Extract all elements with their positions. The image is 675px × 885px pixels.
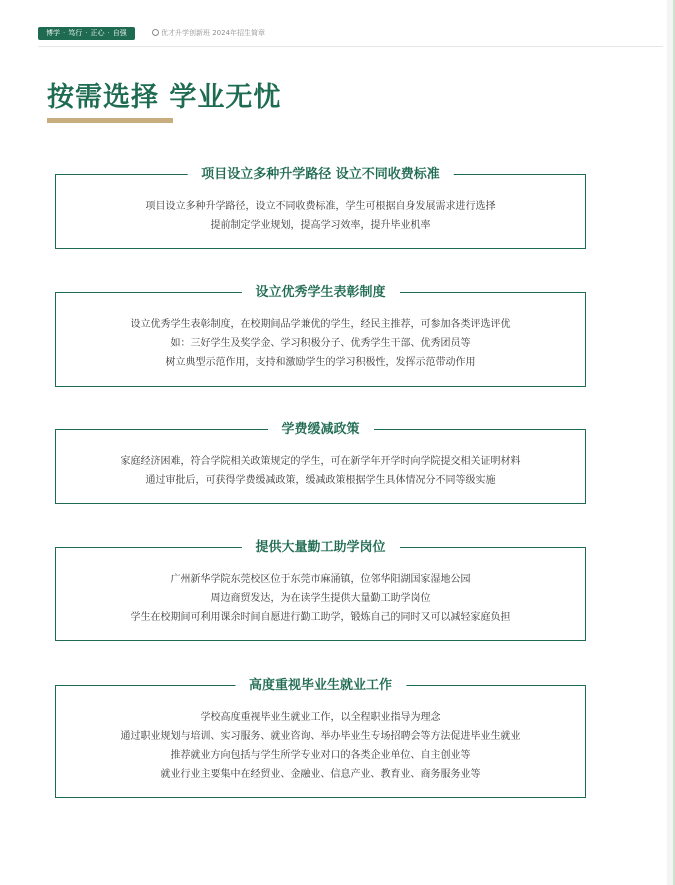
section-body <box>56 197 585 235</box>
motto-separator: · <box>85 29 88 37</box>
section-body <box>56 315 585 372</box>
section-title: 提供大量勤工助学岗位 <box>241 539 399 557</box>
section-line: 提前制定学业规划，提高学习效率，提升毕业机率 <box>210 220 431 231</box>
school-logo-icon <box>152 29 159 36</box>
title-underline-bar <box>47 118 173 123</box>
section-title: 项目设立多种升学路径 设立不同收费标准 <box>187 166 454 184</box>
section-upgrade-paths <box>55 167 586 249</box>
section-work-study <box>55 540 586 641</box>
section-body <box>56 452 585 490</box>
page-edge-decoration <box>667 0 675 885</box>
section-line: 项目设立多种升学路径，设立不同收费标准，学生可根据自身发展需求进行选择 <box>145 201 496 212</box>
section-tuition-relief <box>55 422 586 504</box>
section-title: 学费缓减政策 <box>267 421 373 439</box>
page-title: 按需选择 学业无忧 <box>47 82 282 113</box>
header-subtitle-text: 优才升学创新班 2024年招生简章 <box>161 29 266 37</box>
section-line: 如：三好学生及奖学金、学习积极分子、优秀学生干部、优秀团员等 <box>170 338 471 349</box>
motto-word: 笃行 <box>68 29 83 37</box>
header-strip <box>0 27 675 40</box>
motto-separator: · <box>63 29 66 37</box>
motto-word: 正心 <box>90 29 105 37</box>
header-divider <box>38 46 663 47</box>
section-honors-system <box>55 285 586 387</box>
section-line: 家庭经济困难，符合学院相关政策规定的学生，可在新学年开学时向学院提交相关证明材料 <box>120 456 521 467</box>
section-line: 就业行业主要集中在经贸业、金融业、信息产业、教育业、商务服务业等 <box>160 769 481 780</box>
section-line: 树立典型示范作用，支持和激励学生的学习积极性，发挥示范带动作用 <box>165 357 476 368</box>
motto-separator: · <box>107 29 110 37</box>
section-title: 高度重视毕业生就业工作 <box>235 677 406 695</box>
section-line: 学生在校期间可利用课余时间自愿进行勤工助学，锻炼自己的同时又可以减轻家庭负担 <box>130 612 511 623</box>
section-line: 通过审批后，可获得学费缓减政策，缓减政策根据学生具体情况分不同等级实施 <box>145 475 496 486</box>
motto-badge <box>38 27 135 40</box>
section-line: 设立优秀学生表彰制度，在校期间品学兼优的学生，经民主推荐，可参加各类评选评优 <box>130 319 511 330</box>
header-subtitle <box>152 27 265 40</box>
motto-word: 博学 <box>46 29 60 37</box>
section-line: 学校高度重视毕业生就业工作，以全程职业指导为理念 <box>200 712 441 723</box>
section-body <box>56 708 585 784</box>
section-line: 通过职业规划与培训、实习服务、就业咨询、举办毕业生专场招聘会等方法促进毕业生就业 <box>120 731 521 742</box>
section-line: 周边商贸发达，为在读学生提供大量勤工助学岗位 <box>210 593 431 604</box>
section-line: 推荐就业方向包括与学生所学专业对口的各类企业单位、自主创业等 <box>170 750 471 761</box>
motto-word: 自强 <box>112 29 127 37</box>
section-line: 广州新华学院东莞校区位于东莞市麻涌镇，位邻华阳湖国家湿地公园 <box>170 574 471 585</box>
section-title: 设立优秀学生表彰制度 <box>241 284 399 302</box>
section-body <box>56 570 585 627</box>
section-employment <box>55 678 586 798</box>
